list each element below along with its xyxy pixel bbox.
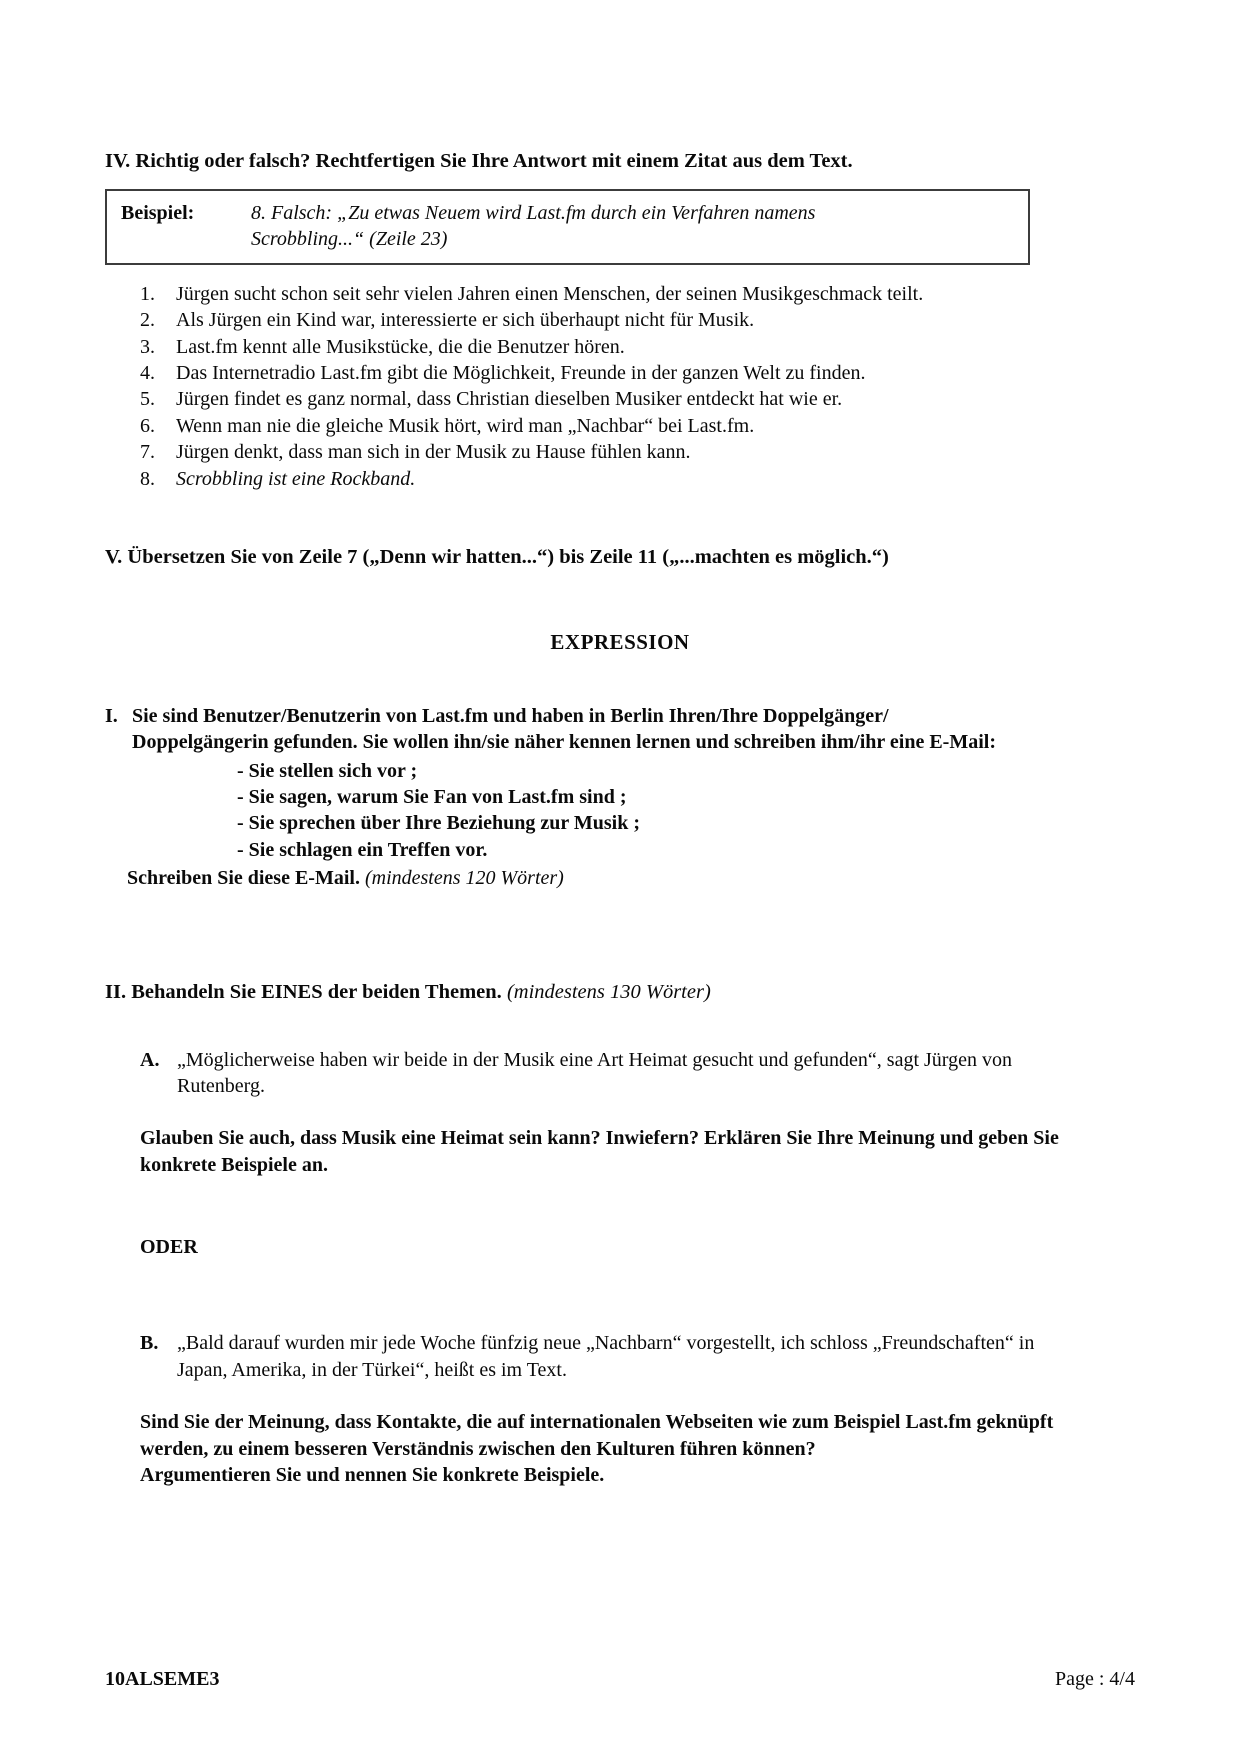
word-count-note: (mindestens 120 Wörter) [364,867,564,890]
expression-title: EXPRESSION [550,630,690,654]
section-iv-heading: IV. Richtig oder falsch? Rechtfertigen Sie Ihre Antwort mit einem Zitat aus dem Text. [105,150,853,172]
footer-page-number: Page : 4/4 [1055,1667,1135,1690]
option-a-quote: „Möglicherweise haben wir beide in der Musik eine Art Heimat gesucht und gefunden“, sagt Jürgen von Rutenberg. [177,1048,1012,1097]
true-false-list [140,281,1135,492]
option-b-label: B. [140,1332,159,1355]
item-text: Jürgen findet es ganz normal, dass Christian dieselben Musiker entdeckt hat wie er. [176,388,843,411]
option-a-label: A. [140,1048,160,1071]
list-item [140,281,1135,307]
word-count-note: (mindestens 130 Wörter) [506,981,711,1004]
task-i-bullet: - Sie sagen, warum Sie Fan von Last.fm sind ; [237,785,627,808]
task-ii-heading [105,979,1135,1006]
beispiel-box [105,189,1030,265]
list-item [140,307,1135,333]
item-text: Wenn man nie die gleiche Musik hört, wird man „Nachbar“ bei Last.fm. [176,414,755,437]
option-b [140,1330,1135,1383]
list-item [140,386,1135,412]
task-i-bullets [237,758,1135,864]
task-ii-heading-text: II. Behandeln Sie EINES der beiden Themen. [105,981,502,1004]
item-number: 5. [140,388,155,411]
task-i [105,703,1135,756]
item-text: Last.fm kennt alle Musikstücke, die die Benutzer hören. [176,335,625,358]
item-text: Scrobbling ist eine Rockband. [176,467,416,490]
item-number: 1. [140,282,155,305]
item-text: Das Internetradio Last.fm gibt die Möglichkeit, Freunde in der ganzen Welt zu finden. [176,362,866,384]
option-b-quote: „Bald darauf wurden mir jede Woche fünfzig neue „Nachbarn“ vorgestellt, ich schloss „Freundschaften“ in Japan, Amerika, in der Türkei“, heißt es im Text. [177,1332,1035,1381]
list-item [140,413,1135,439]
beispiel-text: 8. Falsch: „Zu etwas Neuem wird Last.fm durch ein Verfahren namens Scrobbling...“ (Zeile 23) [251,202,816,251]
list-item [140,439,1135,465]
task-i-bullet: - Sie schlagen ein Treffen vor. [237,838,488,861]
list-item [140,466,1135,492]
option-b-instruction: Argumentieren Sie und nennen Sie konkrete Beispiele. [140,1464,605,1487]
item-number: 4. [140,362,155,384]
item-number: 3. [140,335,155,358]
option-b-question [140,1409,1100,1488]
item-text: Jürgen sucht schon seit sehr vielen Jahren einen Menschen, der seinen Musikgeschmack teilt. [176,282,924,305]
item-number: 2. [140,309,155,332]
email-instruction [127,865,1135,891]
option-a-question: Glauben Sie auch, dass Musik eine Heimat sein kann? Inwiefern? Erklären Sie Ihre Meinung und geben Sie konkrete Beispiele an. [140,1127,1059,1176]
task-i-intro: Sie sind Benutzer/Benutzerin von Last.fm und haben in Berlin Ihren/Ihre Doppelgänger/ Doppelgängerin gefunden. Sie wollen ihn/sie näher kennen lernen und schreiben ihm/ihr eine E-Mail: [132,704,996,754]
item-text: Jürgen denkt, dass man sich in der Musik zu Hause fühlen kann. [176,441,691,464]
item-number: 7. [140,441,155,464]
footer-code: 10ALSEME3 [105,1667,220,1690]
task-i-label: I. [105,704,118,727]
option-b-question-text: Sind Sie der Meinung, dass Kontakte, die auf internationalen Webseiten wie zum Beispiel Last.fm geknüpft werden, zu einem besseren Verständnis zwischen den Kulturen führen können? [140,1411,1054,1460]
page-footer [105,1666,1135,1692]
item-number: 8. [140,467,155,490]
list-item [140,334,1135,360]
oder-label: ODER [140,1236,198,1259]
item-text: Als Jürgen ein Kind war, interessierte er sich überhaupt nicht für Musik. [176,309,755,332]
section-v-heading: V. Übersetzen Sie von Zeile 7 („Denn wir hatten...“) bis Zeile 11 („...machten es möglich.“) [105,545,889,568]
beispiel-label: Beispiel: [121,202,195,225]
email-instruction-text: Schreiben Sie diese E-Mail. [127,867,360,890]
list-item [140,360,1135,386]
item-number: 6. [140,414,155,437]
option-a [140,1047,1135,1100]
task-i-bullet: - Sie stellen sich vor ; [237,759,418,782]
task-i-bullet: - Sie sprechen über Ihre Beziehung zur Musik ; [237,812,640,835]
